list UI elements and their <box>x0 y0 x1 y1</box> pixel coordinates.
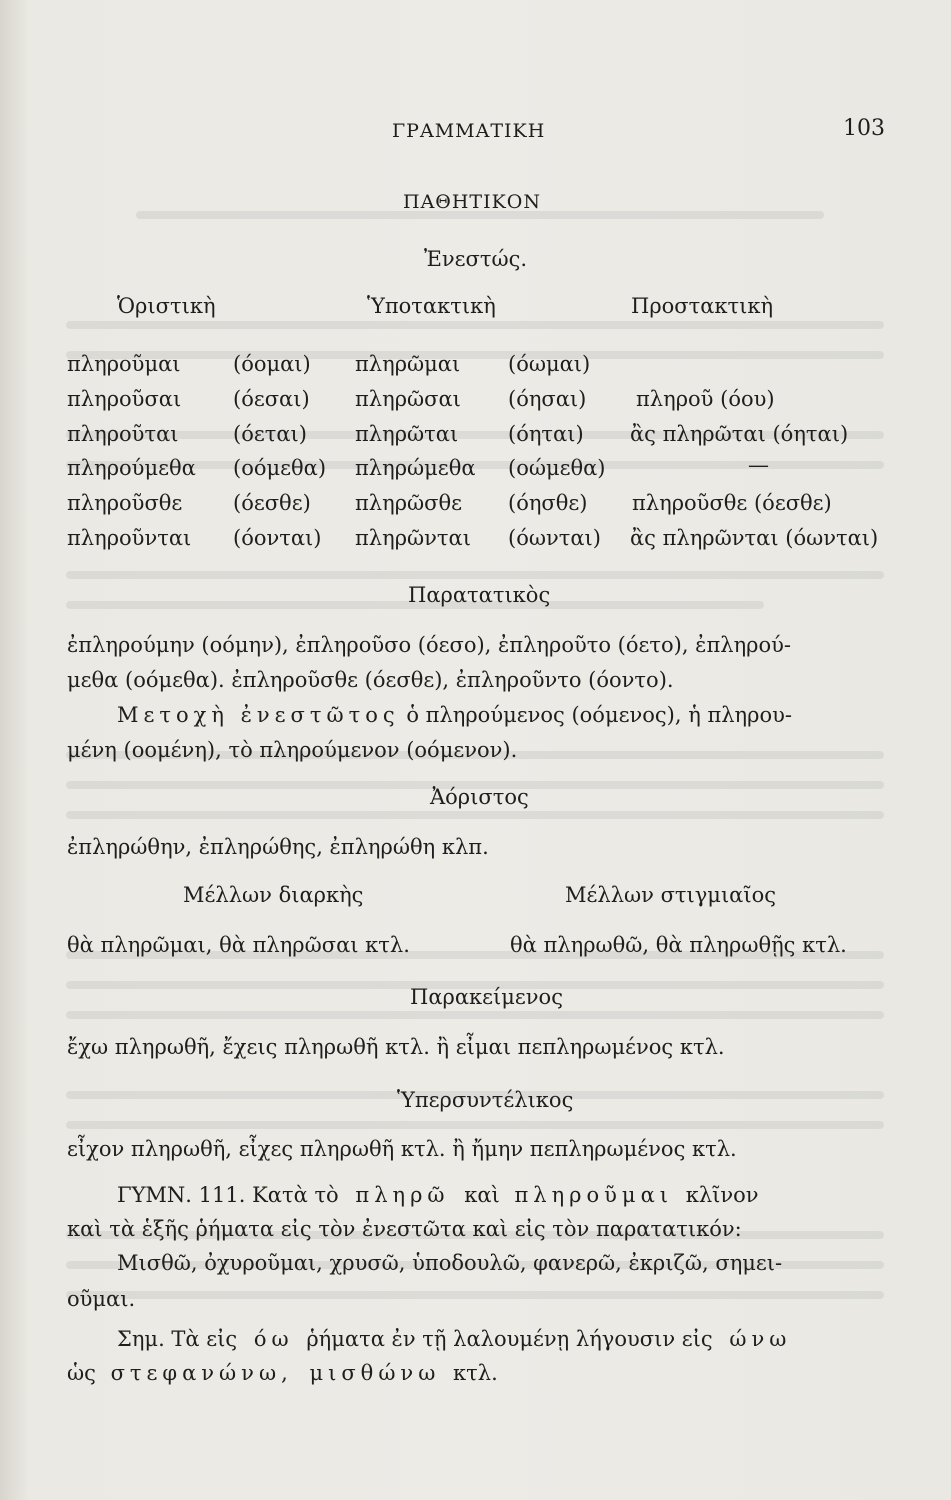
table-cell: (οόμεθα) <box>233 456 327 480</box>
exercise-line-4: οῦμαι. <box>67 1287 136 1311</box>
participle-line-1 <box>117 702 792 728</box>
table-cell: πληροῦ (όου) <box>636 387 775 411</box>
table-cell: (όωνται) <box>508 526 601 550</box>
exercise-verb-2: πληροῦμαι <box>514 1183 673 1207</box>
participle-line-2: μένη (οομένη), τὸ πληρούμενον (οόμενον). <box>67 738 518 762</box>
future-continuous-line: θὰ πληρῶμαι, θὰ πληρῶσαι κτλ. <box>67 933 410 957</box>
perfect-title: Παρακείμενος <box>410 985 563 1009</box>
table-cell: πληρούμεθα <box>67 456 196 480</box>
table-cell: (όονται) <box>233 526 322 550</box>
note-label: Σημ. Τὰ εἰς <box>117 1327 238 1351</box>
pluperfect-line: εἶχον πληρωθῆ, εἶχες πληρωθῆ κτλ. ἢ ἤμην πεπληρωμένος κτλ. <box>67 1137 737 1161</box>
note-ending-2: ώνω <box>729 1327 792 1351</box>
exercise-line-2: καὶ τὰ ἑξῆς ῥήματα εἰς τὸν ἐνεστῶτα καὶ εἰς τὸν παρατατικόν: <box>67 1217 742 1241</box>
table-cell: (όεται) <box>233 422 307 446</box>
imperfect-line-1: ἐπληρούμην (οόμην), ἐπληροῦσο (όεσο), ἐπληροῦτο (όετο), ἐπληρού- <box>67 633 791 657</box>
imperfect-line-2: μεθα (οόμεθα). ἐπληροῦσθε (όεσθε), ἐπληροῦντο (όοντο). <box>67 668 674 692</box>
table-cell: πληροῦσθε <box>67 491 183 515</box>
note-line-1 <box>117 1326 791 1352</box>
note-example-1: στεφανώνω, <box>110 1361 293 1385</box>
table-cell: (όησθε) <box>508 491 588 515</box>
note-line-2 <box>67 1360 498 1386</box>
page-number: 103 <box>843 116 885 141</box>
note-line2-end: κτλ. <box>453 1361 498 1385</box>
future-momentary-line: θὰ πληρωθῶ, θὰ πληρωθῇς κτλ. <box>510 933 847 957</box>
pluperfect-title: Ὑπερσυντέλικος <box>397 1088 574 1112</box>
table-cell: (όεσαι) <box>233 387 310 411</box>
subjunctive-header: Ὑποτακτικὴ <box>367 294 496 318</box>
table-cell: πληροῦται <box>67 422 179 446</box>
table-cell: (όωμαι) <box>508 352 591 376</box>
table-cell: (οώμεθα) <box>508 456 606 480</box>
exercise-line-1 <box>117 1182 759 1208</box>
voice-title: ΠΑΘΗΤΙΚΟΝ <box>403 191 542 213</box>
perfect-line: ἔχω πληρωθῆ, ἔχεις πληρωθῆ κτλ. ἢ εἶμαι πεπληρωμένος κτλ. <box>67 1035 725 1059</box>
table-cell: ἂς πληρῶται (όηται) <box>630 422 849 446</box>
note-line2-start: ὡς <box>67 1361 96 1385</box>
imperative-header: Προστακτικὴ <box>631 294 774 318</box>
table-cell: (όησαι) <box>508 387 587 411</box>
table-cell: πληρῶμαι <box>355 352 461 376</box>
participle-label: Μετοχὴ ἐνεστῶτος <box>117 703 400 727</box>
table-cell: πληροῦσθε (όεσθε) <box>632 491 832 515</box>
imperfect-title: Παρατατικὸς <box>408 583 551 607</box>
exercise-verb-1: πληρῶ <box>355 1183 450 1207</box>
table-cell: (όομαι) <box>233 352 311 376</box>
table-cell: πληροῦμαι <box>67 352 181 376</box>
aorist-line: ἐπληρώθην, ἐπληρώθης, ἐπληρώθη κλπ. <box>67 835 489 859</box>
note-example-2: μισθώνω <box>309 1361 441 1385</box>
present-title: Ἐνεστώς. <box>424 247 528 271</box>
table-cell: πληρῶσαι <box>355 387 461 411</box>
exercise-conjunction: καὶ <box>464 1183 500 1207</box>
note-text: ῥήματα ἐν τῇ λαλουμένῃ λήγουσιν εἰς <box>306 1327 713 1351</box>
table-cell: πληρῶσθε <box>355 491 463 515</box>
table-cell: πληρῶται <box>355 422 459 446</box>
participle-forms: ὁ πληρούμενος (οόμενος), ἡ πληρου- <box>406 703 792 727</box>
table-cell: πληρώμεθα <box>355 456 476 480</box>
exercise-instruction: κλῖνον <box>685 1183 759 1207</box>
table-cell: — <box>748 453 769 477</box>
table-cell: πληροῦνται <box>67 526 192 550</box>
indicative-header: Ὁριστικὴ <box>117 294 216 318</box>
note-ending: όω <box>253 1327 294 1351</box>
exercise-label: ΓΥΜΝ. 111. Κατὰ τὸ <box>117 1183 339 1207</box>
table-cell: (όεσθε) <box>233 491 311 515</box>
exercise-line-3: Μισθῶ, ὀχυροῦμαι, χρυσῶ, ὑποδουλῶ, φανερῶ, ἐκριζῶ, σημει- <box>117 1251 783 1275</box>
future-continuous-title: Μέλλων διαρκὴς <box>183 883 364 907</box>
table-cell: πληροῦσαι <box>67 387 182 411</box>
table-cell: πληρῶνται <box>355 526 471 550</box>
aorist-title: Ἀόριστος <box>430 785 529 809</box>
future-momentary-title: Μέλλων στιγμιαῖος <box>565 883 777 907</box>
running-title: ΓΡΑΜΜΑΤΙΚΗ <box>392 120 546 142</box>
table-cell: ἂς πληρῶνται (όωνται) <box>630 526 879 550</box>
table-cell: (όηται) <box>508 422 584 446</box>
